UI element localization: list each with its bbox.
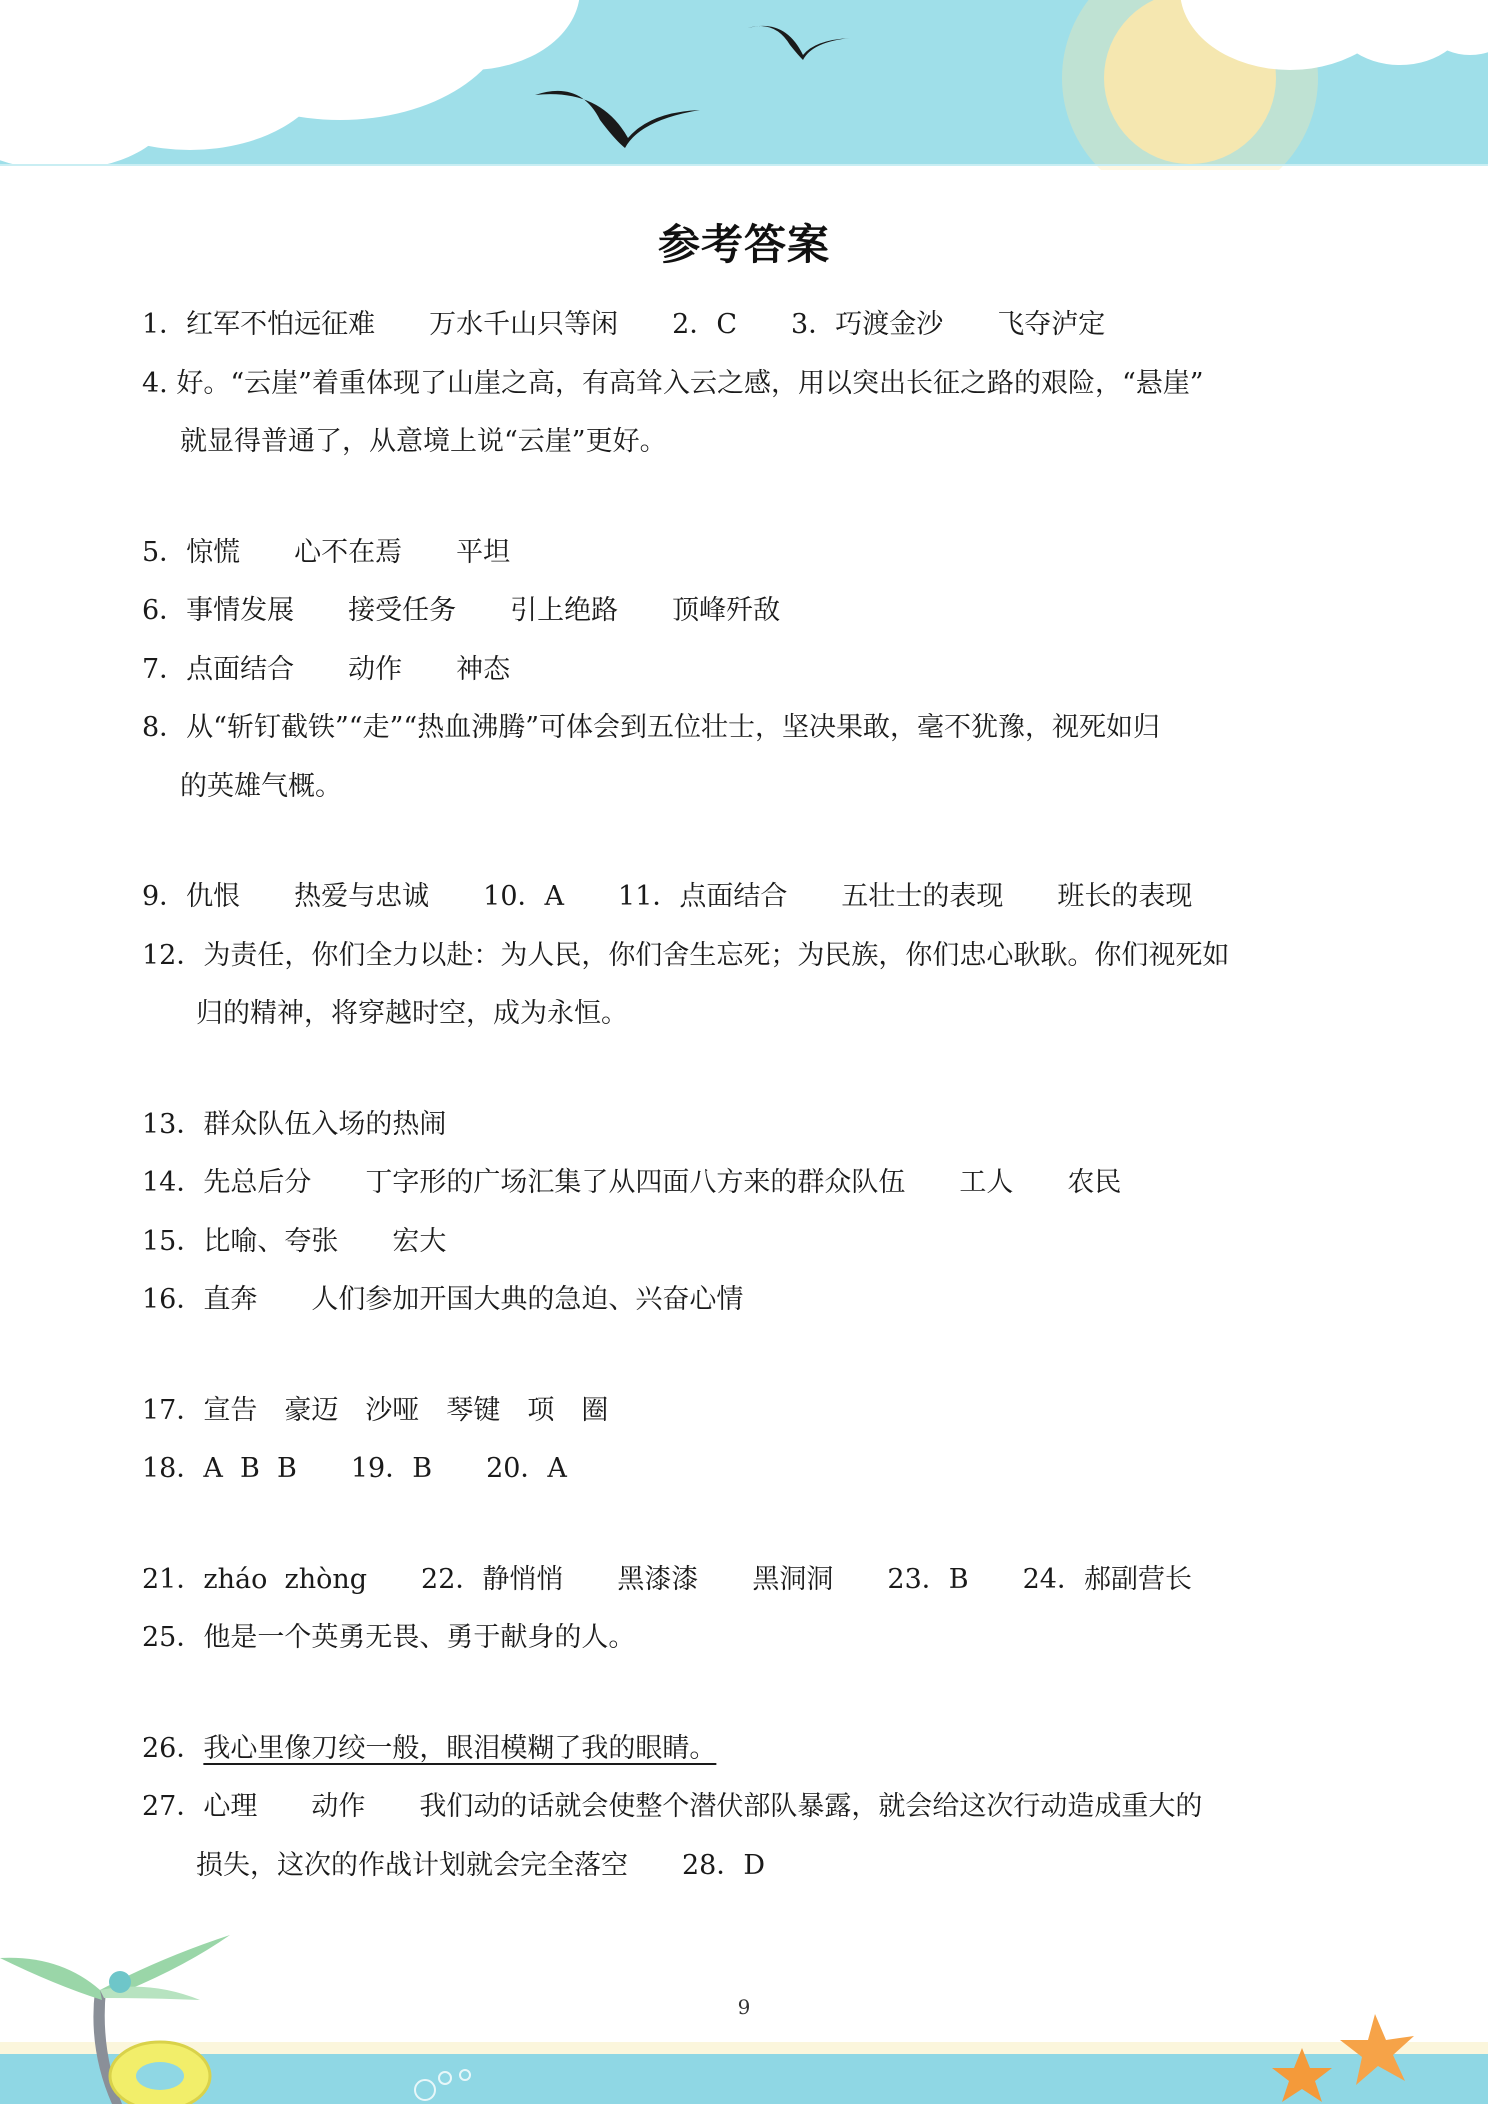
spacer: [142, 1668, 1362, 1720]
answer-line-12-cont: 归的精神，将穿越时空，成为永恒。: [196, 998, 628, 1029]
page-number: 9: [737, 1995, 751, 2019]
answer-line-16: 16．直奔 人们参加开国大典的急迫、兴奋心情: [142, 1284, 744, 1315]
answer-line-25: 25．他是一个英勇无畏、勇于献身的人。: [142, 1622, 636, 1653]
spacer: [142, 1330, 1362, 1382]
swim-ring-icon: [110, 2042, 210, 2104]
answer-line-26: [142, 1720, 1362, 1779]
answer-line-5: 5．惊慌 心不在焉 平坦: [142, 536, 511, 568]
answer-line-21: 21．zháo zhòng 22．静悄悄 黑漆漆 黑洞洞 23．B 24．郝副营长: [142, 1563, 1192, 1595]
answer-line-17: 17．宣告 豪迈 沙哑 琴键 项 圈: [142, 1394, 609, 1426]
answer-line-14: 14．先总后分 丁字形的广场汇集了从四面八方来的群众队伍 工人 农民: [142, 1167, 1122, 1198]
answer-list: [142, 296, 1362, 1895]
answer-line-13: 13．群众队伍入场的热闹: [142, 1108, 447, 1140]
spacer: [142, 1499, 1362, 1551]
answer-line-27-cont: 损失，这次的作战计划就会完全落空 28．D: [196, 1849, 766, 1881]
answer-line-8-cont: 的英雄气概。: [180, 770, 342, 802]
spacer: [142, 1044, 1362, 1096]
answer-line-7: 7．点面结合 动作 神态: [142, 653, 511, 685]
page-title: 参考答案: [657, 220, 830, 269]
answer-26-underlined-text: 我心里像刀绞一般，眼泪模糊了我的眼睛。: [203, 1732, 717, 1764]
answer-number-26: 26．: [142, 1732, 204, 1764]
answer-line-8: 8．从“斩钉截铁”“走”“热血沸腾”可体会到五位壮士，坚决果敢，毫不犹豫，视死如归: [142, 712, 1160, 743]
answer-line-6: 6．事情发展 接受任务 引上绝路 顶峰歼敌: [142, 595, 781, 626]
spacer: [142, 816, 1362, 868]
header-sky-illustration: [0, 0, 1488, 170]
answer-line-1: 1．红军不怕远征难 万水千山只等闲 2．C 3．巧渡金沙 飞夺泸定: [142, 309, 1106, 340]
spacer: [142, 472, 1362, 524]
answer-line-9: 9．仇恨 热爱与忠诚 10．A 11．点面结合 五壮士的表现 班长的表现: [142, 881, 1193, 912]
answer-line-4-cont: 就显得普通了，从意境上说“云崖”更好。: [180, 426, 667, 457]
answer-line-4: 4. 好。“云崖”着重体现了山崖之高，有高耸入云之感，用以突出长征之路的艰险，“悬崖”: [142, 367, 1204, 399]
footer-beach-illustration: [0, 1930, 1488, 2104]
answer-line-15: 15．比喻、夸张 宏大: [142, 1225, 447, 1257]
answer-line-27: 27．心理 动作 我们动的话就会使整个潜伏部队暴露，就会给这次行动造成重大的: [142, 1791, 1203, 1822]
answer-line-12: 12．为责任，你们全力以赴：为人民，你们舍生忘死；为民族，你们忠心耿耿。你们视死如: [142, 939, 1230, 971]
answer-line-18: 18．A B B 19．B 20．A: [142, 1453, 567, 1484]
